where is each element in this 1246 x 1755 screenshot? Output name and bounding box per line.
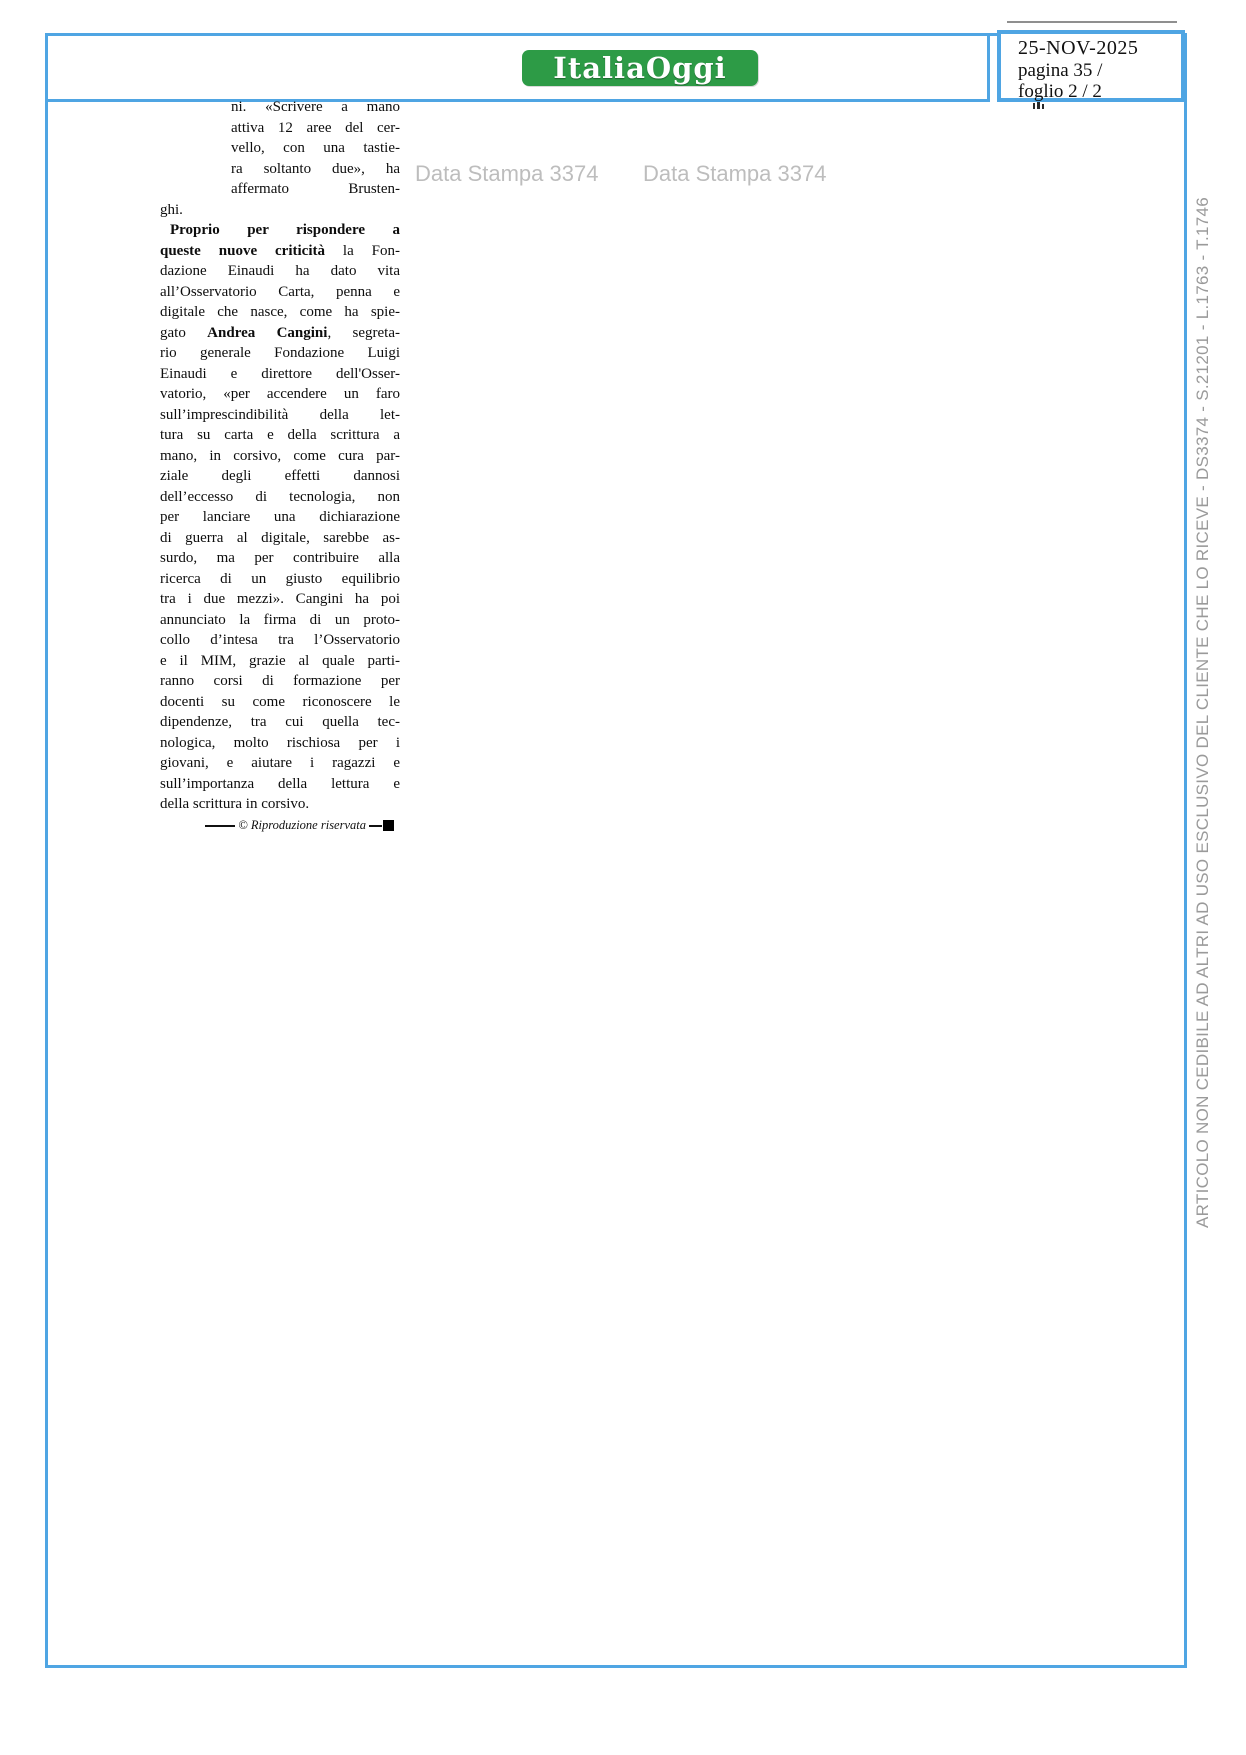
article-line: mano, in corsivo, come cura par- xyxy=(160,447,400,464)
data-stampa-watermark: Data Stampa 3374 xyxy=(643,161,827,186)
article-line: dipendenze, tra cui quella tec- xyxy=(160,714,400,730)
article-line: gato Andrea Cangini, segreta- xyxy=(160,324,400,341)
article-line: ni. «Scrivere a mano xyxy=(231,99,400,115)
italiaoggi-logo-text: ItaliaOggi xyxy=(553,50,727,85)
article-body xyxy=(160,97,400,815)
article-line: collo d’intesa tra l’Osservatorio xyxy=(160,632,400,648)
distribution-restriction-note: ARTICOLO NON CEDIBILE AD ALTRI AD USO ESCLUSIVO DEL CLIENTE CHE LO RICEVE - DS3374 - S.21201 - L.1763 - T.1746 xyxy=(1193,196,1212,1228)
dash-rule xyxy=(205,825,235,827)
article-line: ricerca di un giusto equilibrio xyxy=(160,570,400,587)
article-column xyxy=(160,97,400,835)
article-line: tra i due mezzi». Cangini ha poi xyxy=(160,591,400,607)
italiaoggi-logo xyxy=(522,50,758,86)
article-line: per lanciare una dichiarazione xyxy=(160,509,400,525)
article-line: tura su carta e della scrittura a xyxy=(160,427,400,443)
article-line: rio generale Fondazione Luigi xyxy=(160,345,400,361)
article-line: ranno corsi di formazione per xyxy=(160,673,400,689)
scan-artifact xyxy=(1033,103,1035,109)
foglio-number: foglio 2 / 2 xyxy=(1018,81,1102,102)
article-line: ziale degli effetti dannosi xyxy=(160,468,400,484)
article-line: surdo, ma per contribuire alla xyxy=(160,550,400,566)
article-line: docenti su come riconoscere le xyxy=(160,693,400,710)
article-line: Proprio per rispondere a xyxy=(170,222,400,238)
article-line: e il MIM, grazie al quale parti- xyxy=(160,652,400,669)
article-line: sull’imprescindibilità della let- xyxy=(160,406,400,423)
article-line: giovani, e aiutare i ragazzi e xyxy=(160,755,400,771)
article-line: all’Osservatorio Carta, penna e xyxy=(160,283,400,300)
article-line: dazione Einaudi ha dato vita xyxy=(160,263,400,279)
issue-date: 25-NOV-2025 xyxy=(1018,37,1139,59)
reproduction-notice-text: © Riproduzione riservata xyxy=(238,818,366,833)
pagina-number: pagina 35 / xyxy=(1018,60,1103,81)
scan-artifact-line xyxy=(1007,21,1177,23)
reproduction-notice xyxy=(160,817,400,835)
article-line: digitale che nasce, come ha spie- xyxy=(160,304,400,320)
article-line: nologica, molto rischiosa per i xyxy=(160,734,400,751)
article-line: vatorio, «per accendere un faro xyxy=(160,386,400,402)
article-line: Einaudi e direttore dell'Osser- xyxy=(160,365,400,382)
data-stampa-watermark: Data Stampa 3374 xyxy=(415,161,599,186)
article-line: ghi. xyxy=(160,201,183,218)
article-line: ra soltanto due», ha xyxy=(231,160,400,177)
article-line: dell’eccesso di tecnologia, non xyxy=(160,488,400,505)
end-square-icon xyxy=(383,820,394,831)
scan-artifact xyxy=(1037,102,1040,109)
article-line: della scrittura in corsivo. xyxy=(160,796,310,812)
scan-artifact xyxy=(1042,104,1044,109)
article-line: affermato Brusten- xyxy=(231,181,400,197)
article-line: queste nuove criticità la Fon- xyxy=(160,242,400,259)
header-vertical-line xyxy=(987,33,990,102)
article-line: di guerra al digitale, sarebbe as- xyxy=(160,529,400,546)
date-page-box xyxy=(997,30,1185,102)
article-line: attiva 12 aree del cer- xyxy=(231,119,400,136)
article-line: annunciato la firma di un proto- xyxy=(160,611,400,628)
article-line: sull’importanza della lettura e xyxy=(160,775,400,792)
article-line: vello, con una tastie- xyxy=(231,140,400,156)
dash-rule xyxy=(369,825,382,827)
